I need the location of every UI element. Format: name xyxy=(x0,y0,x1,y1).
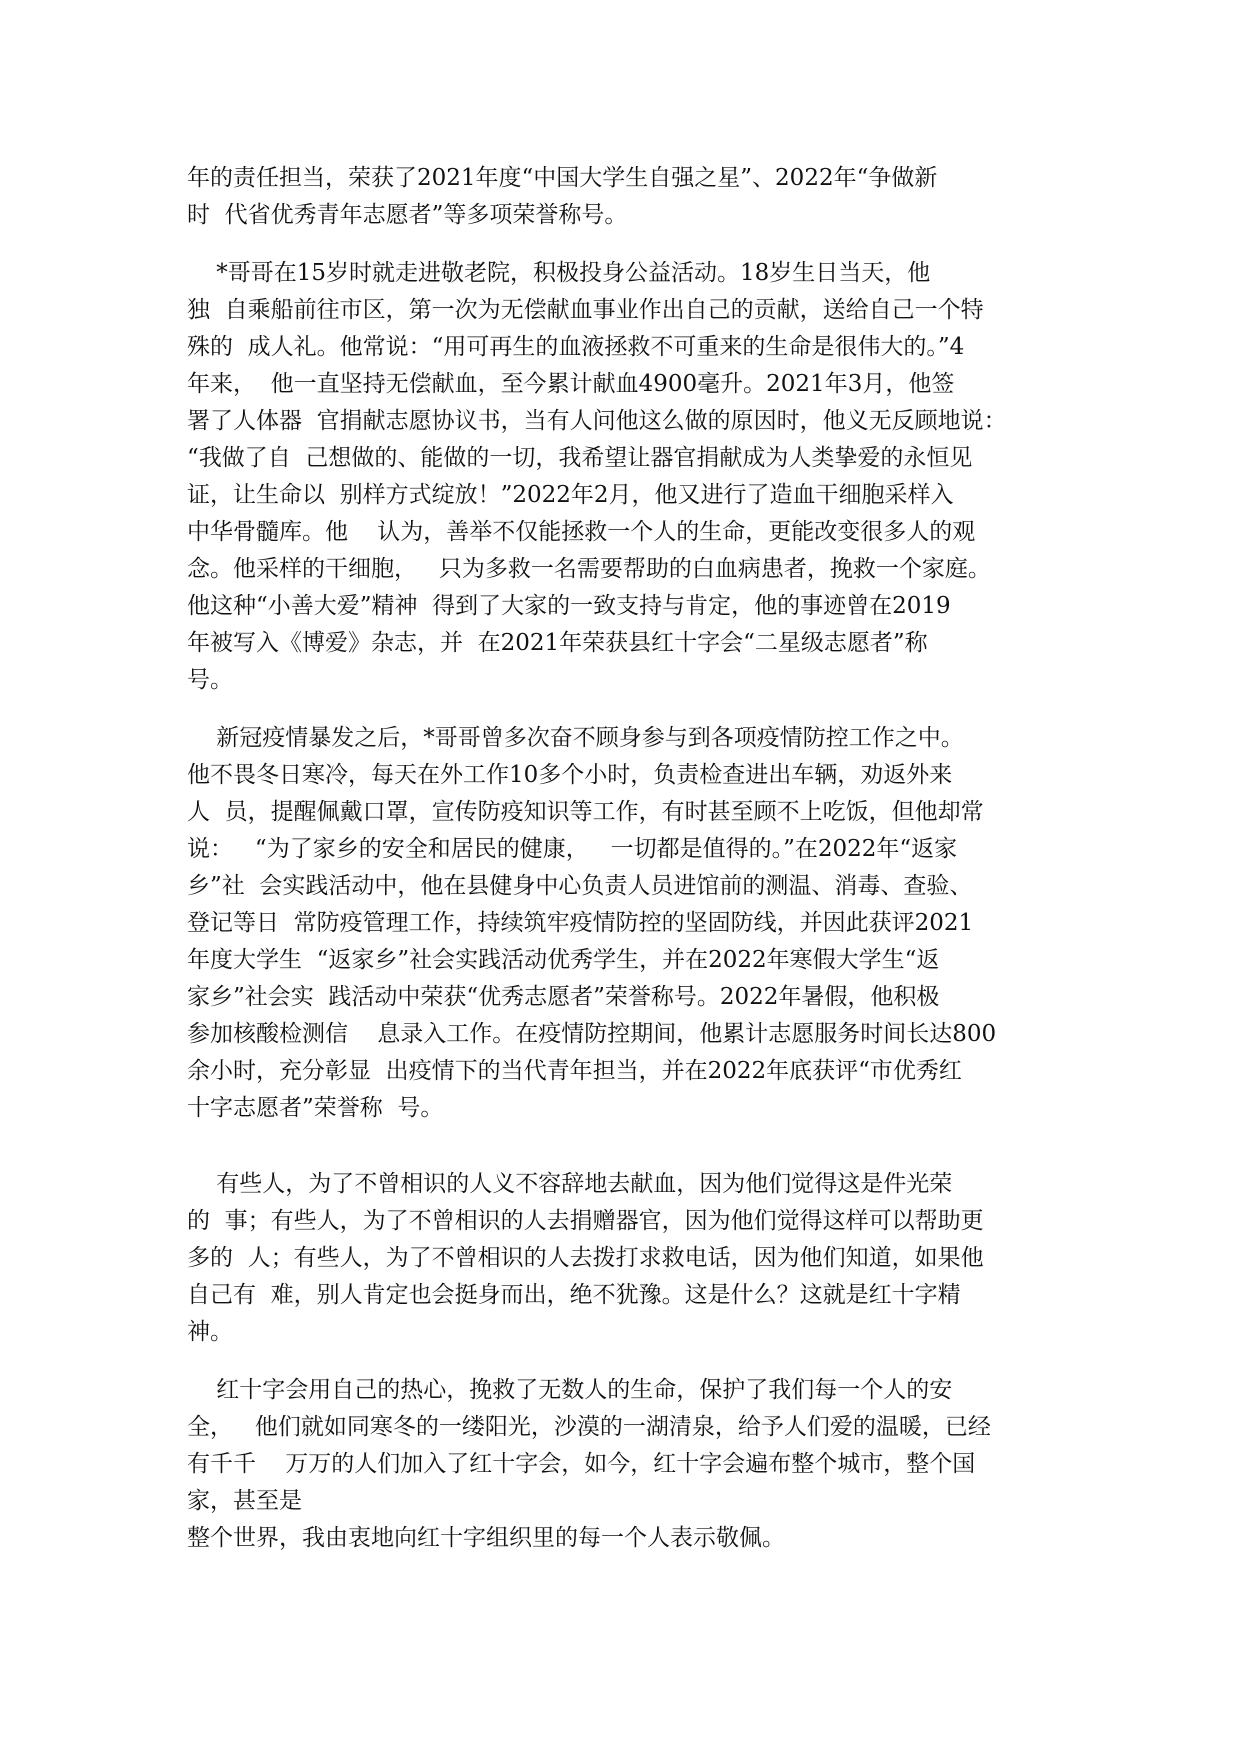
text-line: 有千千 万万的人们加入了红十字会，如今，红十字会遍布整个城市，整个国 xyxy=(187,1451,976,1477)
text-line: 家，甚至是 xyxy=(187,1488,302,1514)
text-line: 新冠疫情暴发之后，*哥哥曾多次奋不顾身参与到各项疫情防控工作之中。 xyxy=(187,725,964,751)
text-line: 年被写入《博爱》杂志，并 在2021年荣获县红十字会“二星级志愿者”称 xyxy=(187,630,928,656)
text-line: 登记等日 常防疫管理工作，持续筑牢疫情防控的坚固防线，并因此获评2021 xyxy=(187,910,974,936)
text-line: 年度大学生 “返家乡”社会实践活动优秀学生，并在2022年寒假大学生“返 xyxy=(187,947,940,973)
document-body xyxy=(187,160,1067,1557)
text-line: 自己有 难，别人肯定也会挺身而出，绝不犹豫。这是什么？这就是红十字精 xyxy=(187,1282,961,1308)
text-line: 念。他采样的干细胞， 只为多救一名需要帮助的白血病患者，挽救一个家庭。 xyxy=(187,556,991,582)
text-line: 独 自乘船前往市区，第一次为无偿献血事业作出自己的贡献，送给自己一个特 xyxy=(187,297,984,323)
text-line: 的 事；有些人，为了不曾相识的人去捐赠器官，因为他们觉得这样可以帮助更 xyxy=(187,1208,984,1234)
text-line: 年的责任担当，荣获了2021年度“中国大学生自强之星”、2022年“争做新 xyxy=(187,165,938,191)
text-line: “我做了自 己想做的、能做的一切，我希望让器官捐献成为人类挚爱的永恒见 xyxy=(187,445,973,471)
text-line: *哥哥在15岁时就走进敬老院，积极投身公益活动。18岁生日当天，他 xyxy=(187,260,931,286)
paragraph-3 xyxy=(187,720,1067,1127)
text-line: 家乡”社会实 践活动中荣获“优秀志愿者”荣誉称号。2022年暑假，他积极 xyxy=(187,984,940,1010)
text-line: 整个世界，我由衷地向红十字组织里的每一个人表示敬佩。 xyxy=(187,1525,785,1551)
paragraph-5 xyxy=(187,1372,1067,1557)
text-line: 参加核酸检测信 息录入工作。在疫情防控期间，他累计志愿服务时间长达800 xyxy=(187,1021,997,1047)
text-line: 余小时，充分彰显 出疫情下的当代青年担当，并在2022年底获评“市优秀红 xyxy=(187,1058,962,1084)
text-line: 全， 他们就如同寒冬的一缕阳光，沙漠的一湖清泉，给予人们爱的温暖，已经 xyxy=(187,1414,991,1440)
text-line: 中华骨髓库。他 认为，善举不仅能拯救一个人的生命，更能改变很多人的观 xyxy=(187,519,976,545)
text-line: 说： “为了家乡的安全和居民的健康， 一切都是值得的。”在2022年“返家 xyxy=(187,836,958,862)
text-line: 红十字会用自己的热心，挽救了无数人的生命，保护了我们每一个人的安 xyxy=(187,1377,953,1403)
text-line: 他这种“小善大爱”精神 得到了大家的一致支持与肯定，他的事迹曾在2019 xyxy=(187,593,951,619)
text-line: 神。 xyxy=(187,1319,233,1345)
text-line: 十字志愿者”荣誉称 号。 xyxy=(187,1095,444,1121)
text-line: 证，让生命以 别样方式绽放！”2022年2月，他又进行了造血干细胞采样入 xyxy=(187,482,954,508)
text-line: 年来， 他一直坚持无偿献血，至今累计献血4900毫升。2021年3月，他签 xyxy=(187,371,955,397)
paragraph-1 xyxy=(187,160,1067,234)
text-line: 殊的 成人礼。他常说：“用可再生的血液拯救不可重来的生命是很伟大的。”4 xyxy=(187,334,965,360)
text-line: 乡”社 会实践活动中，他在县健身中心负责人员进馆前的测温、消毒、查验、 xyxy=(187,873,973,899)
text-line: 号。 xyxy=(187,667,233,693)
text-line: 时 代省优秀青年志愿者”等多项荣誉称号。 xyxy=(187,202,628,228)
text-line: 他不畏冬日寒冷，每天在外工作10多个小时，负责检查进出车辆，劝返外来 xyxy=(187,762,953,788)
text-line: 署了人体器 官捐献志愿协议书，当有人问他这么做的原因时，他义无反顾地说： xyxy=(187,408,1007,434)
paragraph-4 xyxy=(187,1166,1067,1351)
text-line: 人 员，提醒佩戴口罩，宣传防疫知识等工作，有时甚至顾不上吃饭，但他却常 xyxy=(187,799,984,825)
text-line: 多的 人；有些人，为了不曾相识的人去拨打求救电话，因为他们知道，如果他 xyxy=(187,1245,984,1271)
paragraph-2 xyxy=(187,255,1067,699)
text-line: 有些人，为了不曾相识的人义不容辞地去献血，因为他们觉得这是件光荣 xyxy=(187,1171,953,1197)
